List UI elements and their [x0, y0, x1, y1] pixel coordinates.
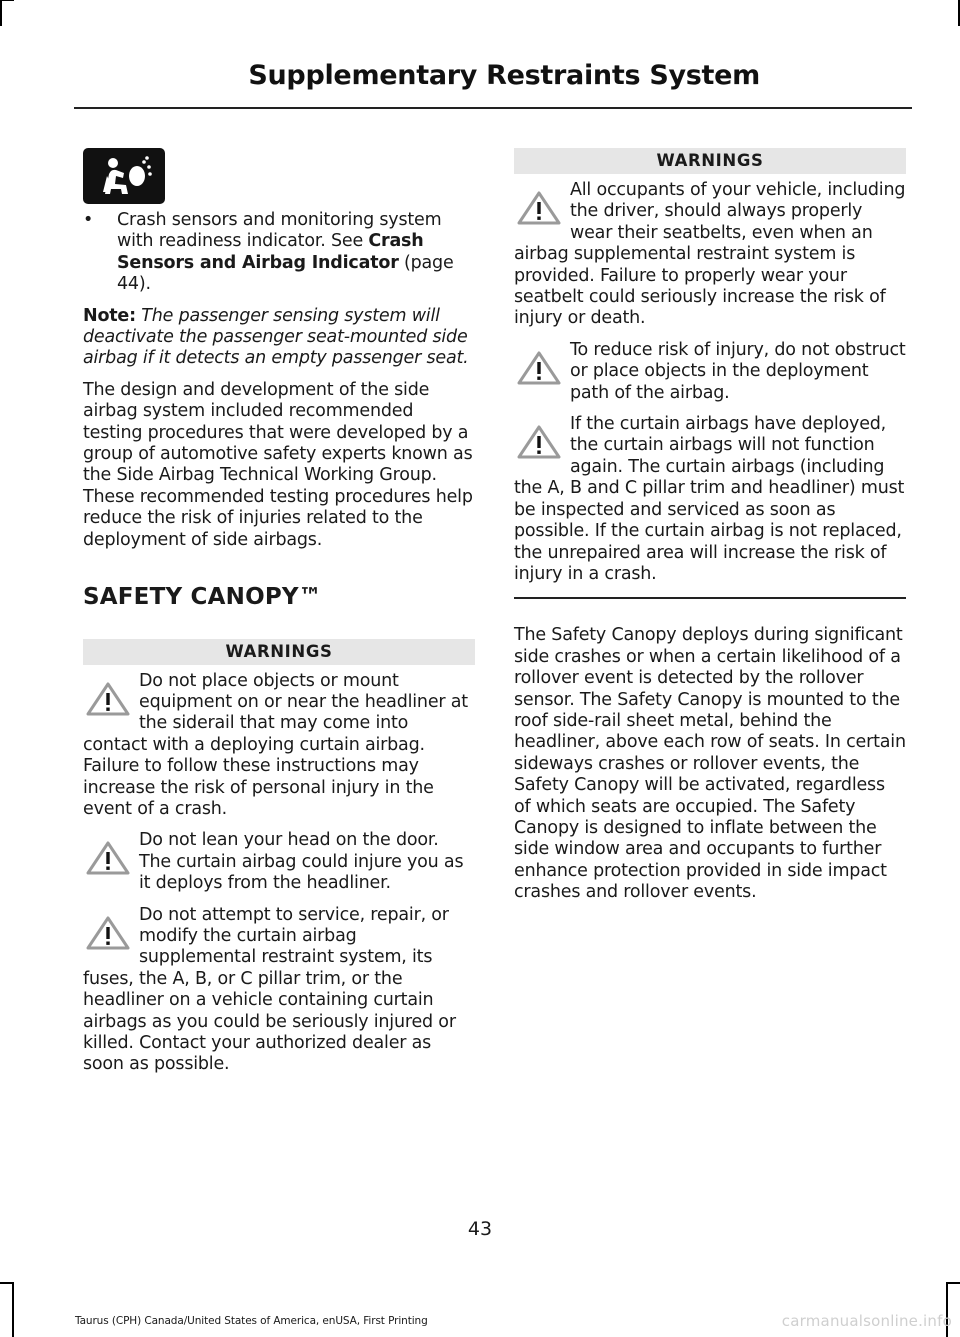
- warning-text: All occupants of your vehicle, including the driver, should always properly wear their seatbelts, even when an airbag supplemental restraint system is provided. Failure to properly wear your seatbelt could seriously increase the risk of injury or death.: [514, 180, 906, 329]
- warning-triangle-icon: [85, 681, 131, 717]
- warnings-header: WARNINGS: [83, 639, 475, 665]
- warning-triangle-icon: [85, 840, 131, 876]
- note-label: Note:: [83, 305, 136, 326]
- warnings-header: WARNINGS: [514, 148, 906, 174]
- right-column: [514, 148, 906, 914]
- crop-mark: [0, 0, 2, 26]
- page-title: Supplementary Restraints System: [248, 60, 760, 91]
- bullet-mark: •: [83, 210, 94, 230]
- warning-text: To reduce risk of injury, do not obstruct or place objects in the deployment path of the airbag.: [570, 339, 906, 403]
- warning-text: If the curtain airbags have deployed, the curtain airbags will not function again. The curtain airbags (including the A, B and C pillar trim and headliner) must be inspected and serviced as soon as possible. If the curtain airbag is not replaced, the unrepaired area will increase the risk of injury in a crash.: [514, 414, 905, 584]
- warning-item: [514, 340, 906, 404]
- body-paragraph: The design and development of the side airbag system included recommended testing procedures that were developed by a group of automotive safety experts known as the Side Airbag Technical Working Group. These recommended testing procedures help reduce the risk of injuries related to the deployment of side airbags.: [83, 379, 473, 550]
- warnings-end-divider: [514, 597, 906, 599]
- warning-triangle-icon: [516, 190, 562, 226]
- section-heading: SAFETY CANOPY™: [83, 584, 322, 611]
- warning-triangle-icon: [516, 350, 562, 386]
- list-item: [83, 210, 475, 296]
- note-text: The passenger sensing system will deactivate the passenger seat-mounted side airbag if it detects an empty passenger seat.: [83, 305, 469, 369]
- airbag-indicator-icon: [83, 148, 165, 204]
- crash-sensors-link[interactable]: Crash Sensors and Airbag Indicator: [117, 231, 424, 273]
- warning-item: [83, 671, 475, 821]
- left-column: [83, 148, 475, 1086]
- crop-mark: [946, 1282, 960, 1284]
- page-number: 43: [467, 1218, 493, 1240]
- warning-text: Do not attempt to service, repair, or modify the curtain airbag supplemental restraint system, its fuses, the A, B, or C pillar trim, or the headliner on a vehicle containing curtain airbags as you could be seriously injured or killed. Contact your authorized dealer as soon as possible.: [83, 904, 456, 1075]
- crop-mark: [12, 1282, 14, 1337]
- warning-triangle-icon: [516, 424, 562, 460]
- note: [83, 306, 475, 370]
- warning-item: [83, 830, 475, 894]
- header-divider: [74, 107, 912, 109]
- body-paragraph: The Safety Canopy deploys during significant side crashes or when a certain likelihood of a rollover event is detected by the rollover sensor. The Safety Canopy is mounted to the roof side-rail sheet metal, behind the headliner, above each row of seats. In certain sideways crashes or rollover events, the Safety Canopy will be activated, regardless of which seats are occupied. The Safety Canopy is designed to inflate between the side window area and occupants to further enhance protection provided in side impact crashes and rollover events.: [514, 625, 906, 903]
- warning-triangle-icon: [85, 915, 131, 951]
- footer-text: Taurus (CPH) Canada/United States of America, enUSA, First Printing: [75, 1315, 428, 1327]
- warning-item: [83, 905, 475, 1076]
- warning-item: [514, 180, 906, 330]
- watermark: carmanualsonline.info: [781, 1312, 952, 1330]
- warning-item: [514, 414, 906, 585]
- page-reference: (page 44).: [117, 252, 454, 295]
- crop-mark: [0, 0, 14, 1]
- crop-mark: [0, 1282, 14, 1284]
- warning-text: Do not place objects or mount equipment on or near the headliner at the siderail that may come into contact with a deploying curtain airbag. Failure to follow these instructions may increase the risk of personal injury in the event of a crash.: [83, 670, 468, 819]
- warning-text: Do not lean your head on the door. The curtain airbag could injure you as it deploys from the headliner.: [139, 830, 464, 894]
- bullet-text: Crash sensors and monitoring system with readiness indicator. See: [117, 210, 442, 252]
